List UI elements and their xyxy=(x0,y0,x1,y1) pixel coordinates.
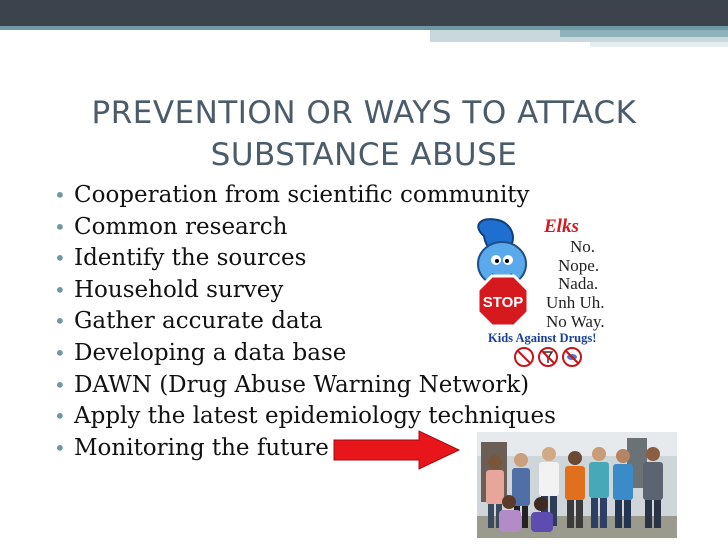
header-accent-bar xyxy=(590,42,728,47)
bullet-item: • Developing a data base xyxy=(52,338,556,370)
no-drugs-icon xyxy=(515,348,533,366)
slide-title xyxy=(60,92,668,176)
no-alcohol-icon xyxy=(539,348,557,366)
poster-line: Nada. xyxy=(558,274,599,293)
bullet-item: • Cooperation from scientific community xyxy=(52,180,556,212)
arrow-right-icon xyxy=(333,430,461,470)
group-photo-image xyxy=(477,432,677,538)
bullet-item: • DAWN (Drug Abuse Warning Network) xyxy=(52,370,556,402)
bullet-item: • Gather accurate data xyxy=(52,306,556,338)
bullet-item: • Household survey xyxy=(52,275,556,307)
no-pills-icon xyxy=(563,348,581,366)
poster-line: Nope. xyxy=(558,256,600,275)
header-accent-bar xyxy=(560,30,728,37)
poster-line: Unh Uh. xyxy=(546,293,605,312)
group-photo xyxy=(477,432,677,538)
slide-title-line: SUBSTANCE ABUSE xyxy=(210,137,518,173)
stop-sign-text: STOP xyxy=(482,294,524,311)
bullet-item: • Identify the sources xyxy=(52,243,556,275)
poster-line: No. xyxy=(570,237,596,256)
slide-title-line: PREVENTION OR WAYS TO ATTACK xyxy=(91,95,637,131)
kids-against-drugs-poster xyxy=(462,214,622,372)
bullet-item: • Monitoring the future xyxy=(52,433,556,465)
poster-line: No Way. xyxy=(546,312,605,331)
poster-tagline: Kids Against Drugs! xyxy=(488,331,597,345)
poster-brand: Elks xyxy=(544,216,579,237)
bullet-item: • Common research xyxy=(52,212,556,244)
bullet-item: • Apply the latest epidemiology techniques xyxy=(52,401,556,433)
stop-sign-icon xyxy=(478,276,528,326)
header-band xyxy=(0,0,728,26)
